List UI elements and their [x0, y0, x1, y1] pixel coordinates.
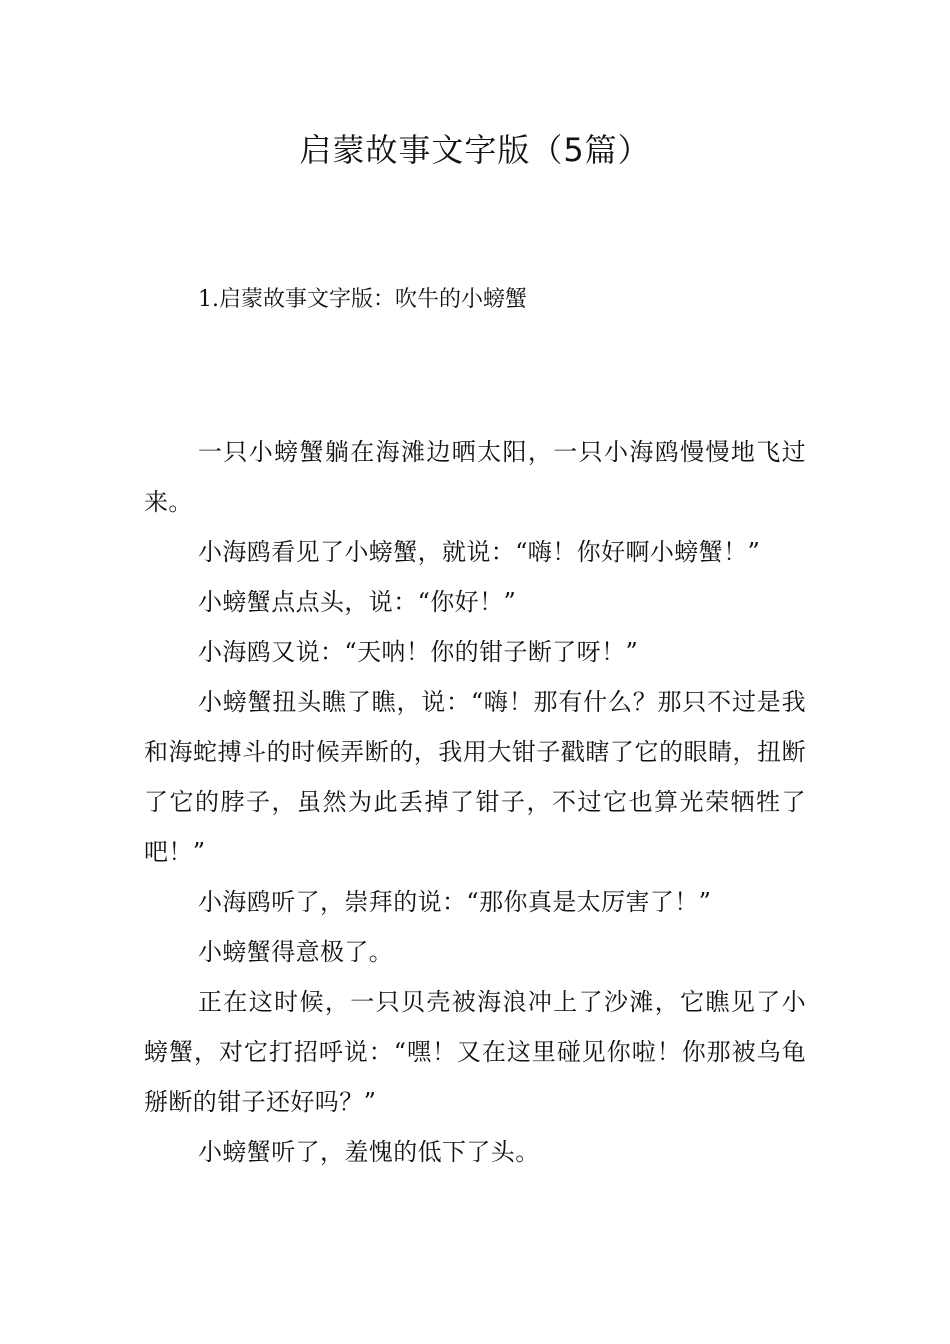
- paragraph: 正在这时候，一只贝壳被海浪冲上了沙滩，它瞧见了小螃蟹，对它打招呼说：“嘿！又在这里碰见你啦！你那被乌龟掰断的钳子还好吗？”: [144, 988, 806, 1116]
- paragraph: 一只小螃蟹躺在海滩边晒太阳，一只小海鸥慢慢地飞过来。: [144, 438, 806, 516]
- paragraph: 小海鸥又说：“天呐！你的钳子断了呀！”: [198, 638, 639, 666]
- paragraph: 小螃蟹听了，羞愧的低下了头。: [198, 1138, 540, 1166]
- paragraph: 小海鸥听了，崇拜的说：“那你真是太厉害了！”: [198, 888, 712, 916]
- paragraph: 小海鸥看见了小螃蟹，就说：“嗨！你好啊小螃蟹！”: [198, 538, 761, 566]
- section-heading: 1.启蒙故事文字版：吹牛的小螃蟹: [198, 287, 527, 312]
- paragraph: 小螃蟹得意极了。: [198, 938, 394, 966]
- paragraph: 小螃蟹扭头瞧了瞧，说：“嗨！那有什么？那只不过是我和海蛇搏斗的时候弄断的，我用大钳子戳瞎了它的眼睛，扭断了它的脖子，虽然为此丢掉了钳子，不过它也算光荣牺牲了吧！”: [144, 688, 806, 866]
- document-title: 启蒙故事文字版（5篇）: [299, 131, 651, 169]
- paragraph: 小螃蟹点点头，说：“你好！”: [198, 588, 517, 616]
- story-body: [144, 427, 806, 1177]
